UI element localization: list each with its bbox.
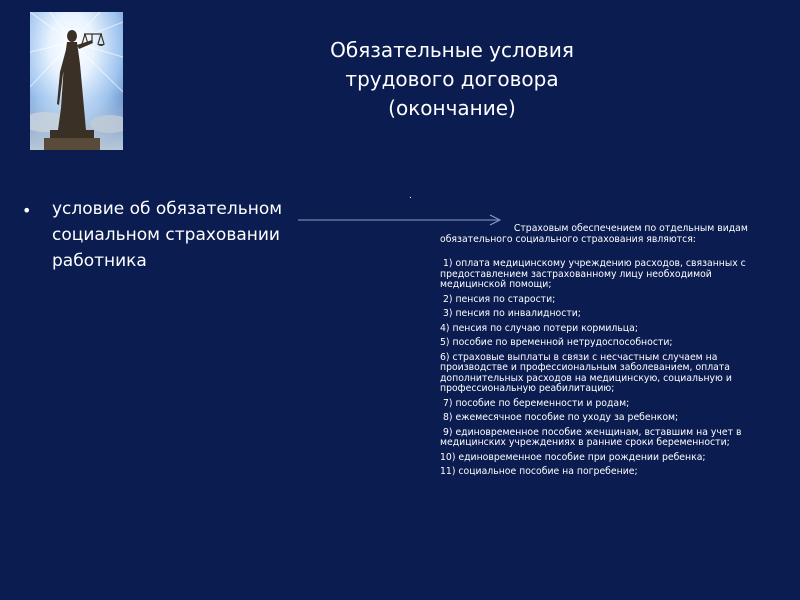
- list-item-6-line-4: профессиональную реабилитацию;: [440, 383, 615, 394]
- title-line-3: (окончание): [388, 96, 516, 120]
- bullet-line-2: социальном страховании: [52, 225, 280, 245]
- bullet-text: [52, 196, 312, 274]
- list-item-3: 3) пенсия по инвалидности;: [440, 308, 581, 319]
- bullet-line-3: работника: [52, 251, 147, 271]
- list-item-6-line-2: производстве и профессиональным заболеванием, оплата: [440, 362, 730, 373]
- list-item-7: 7) пособие по беременности и родам;: [440, 397, 630, 409]
- list-item-1-line-3: медицинской помощи;: [440, 279, 552, 290]
- list-item-2: 2) пенсия по старости;: [440, 293, 556, 305]
- intro-line-1: Страховым обеспечением по отдельным видам: [440, 223, 748, 234]
- list-item-1-line-2: предоставлением застрахованному лицу необходимой: [440, 268, 712, 280]
- title-line-2: трудового договора: [345, 67, 559, 91]
- list-item-11: 11) социальное пособие на погребение;: [440, 466, 638, 477]
- themis-statue-image: [30, 12, 123, 150]
- list-item-9-line-2: медицинских учреждениях в ранние сроки беременности;: [440, 437, 730, 448]
- bullet-line-1: условие об обязательном: [52, 199, 283, 219]
- list-item-10: 10) единовременное пособие при рождении ребенка;: [440, 451, 706, 463]
- list-item-1-line-1: 1) оплата медицинскому учреждению расходов, связанных с: [440, 258, 746, 269]
- insurance-coverage-list: [440, 224, 785, 478]
- slide-title: [302, 36, 602, 123]
- list-item-6-line-1: 6) страховые выплаты в связи с несчастным случаем на: [440, 351, 718, 363]
- list-item-4: 4) пенсия по случаю потери кормильца;: [440, 322, 638, 334]
- list-item-5: 5) пособие по временной нетрудоспособности;: [440, 337, 673, 348]
- intro-line-2: обязательного социального страхования являются:: [440, 233, 696, 245]
- list-item-9-line-1: 9) единовременное пособие женщинам, вставшим на учет в: [440, 426, 742, 438]
- list-item-8: 8) ежемесячное пособие по уходу за ребенком;: [440, 412, 679, 423]
- bullet-marker: •: [22, 201, 32, 220]
- small-mark: .: [409, 191, 412, 201]
- title-line-1: Обязательные условия: [330, 38, 574, 62]
- list-item-6-line-3: дополнительных расходов на медицинскую, социальную и: [440, 372, 732, 384]
